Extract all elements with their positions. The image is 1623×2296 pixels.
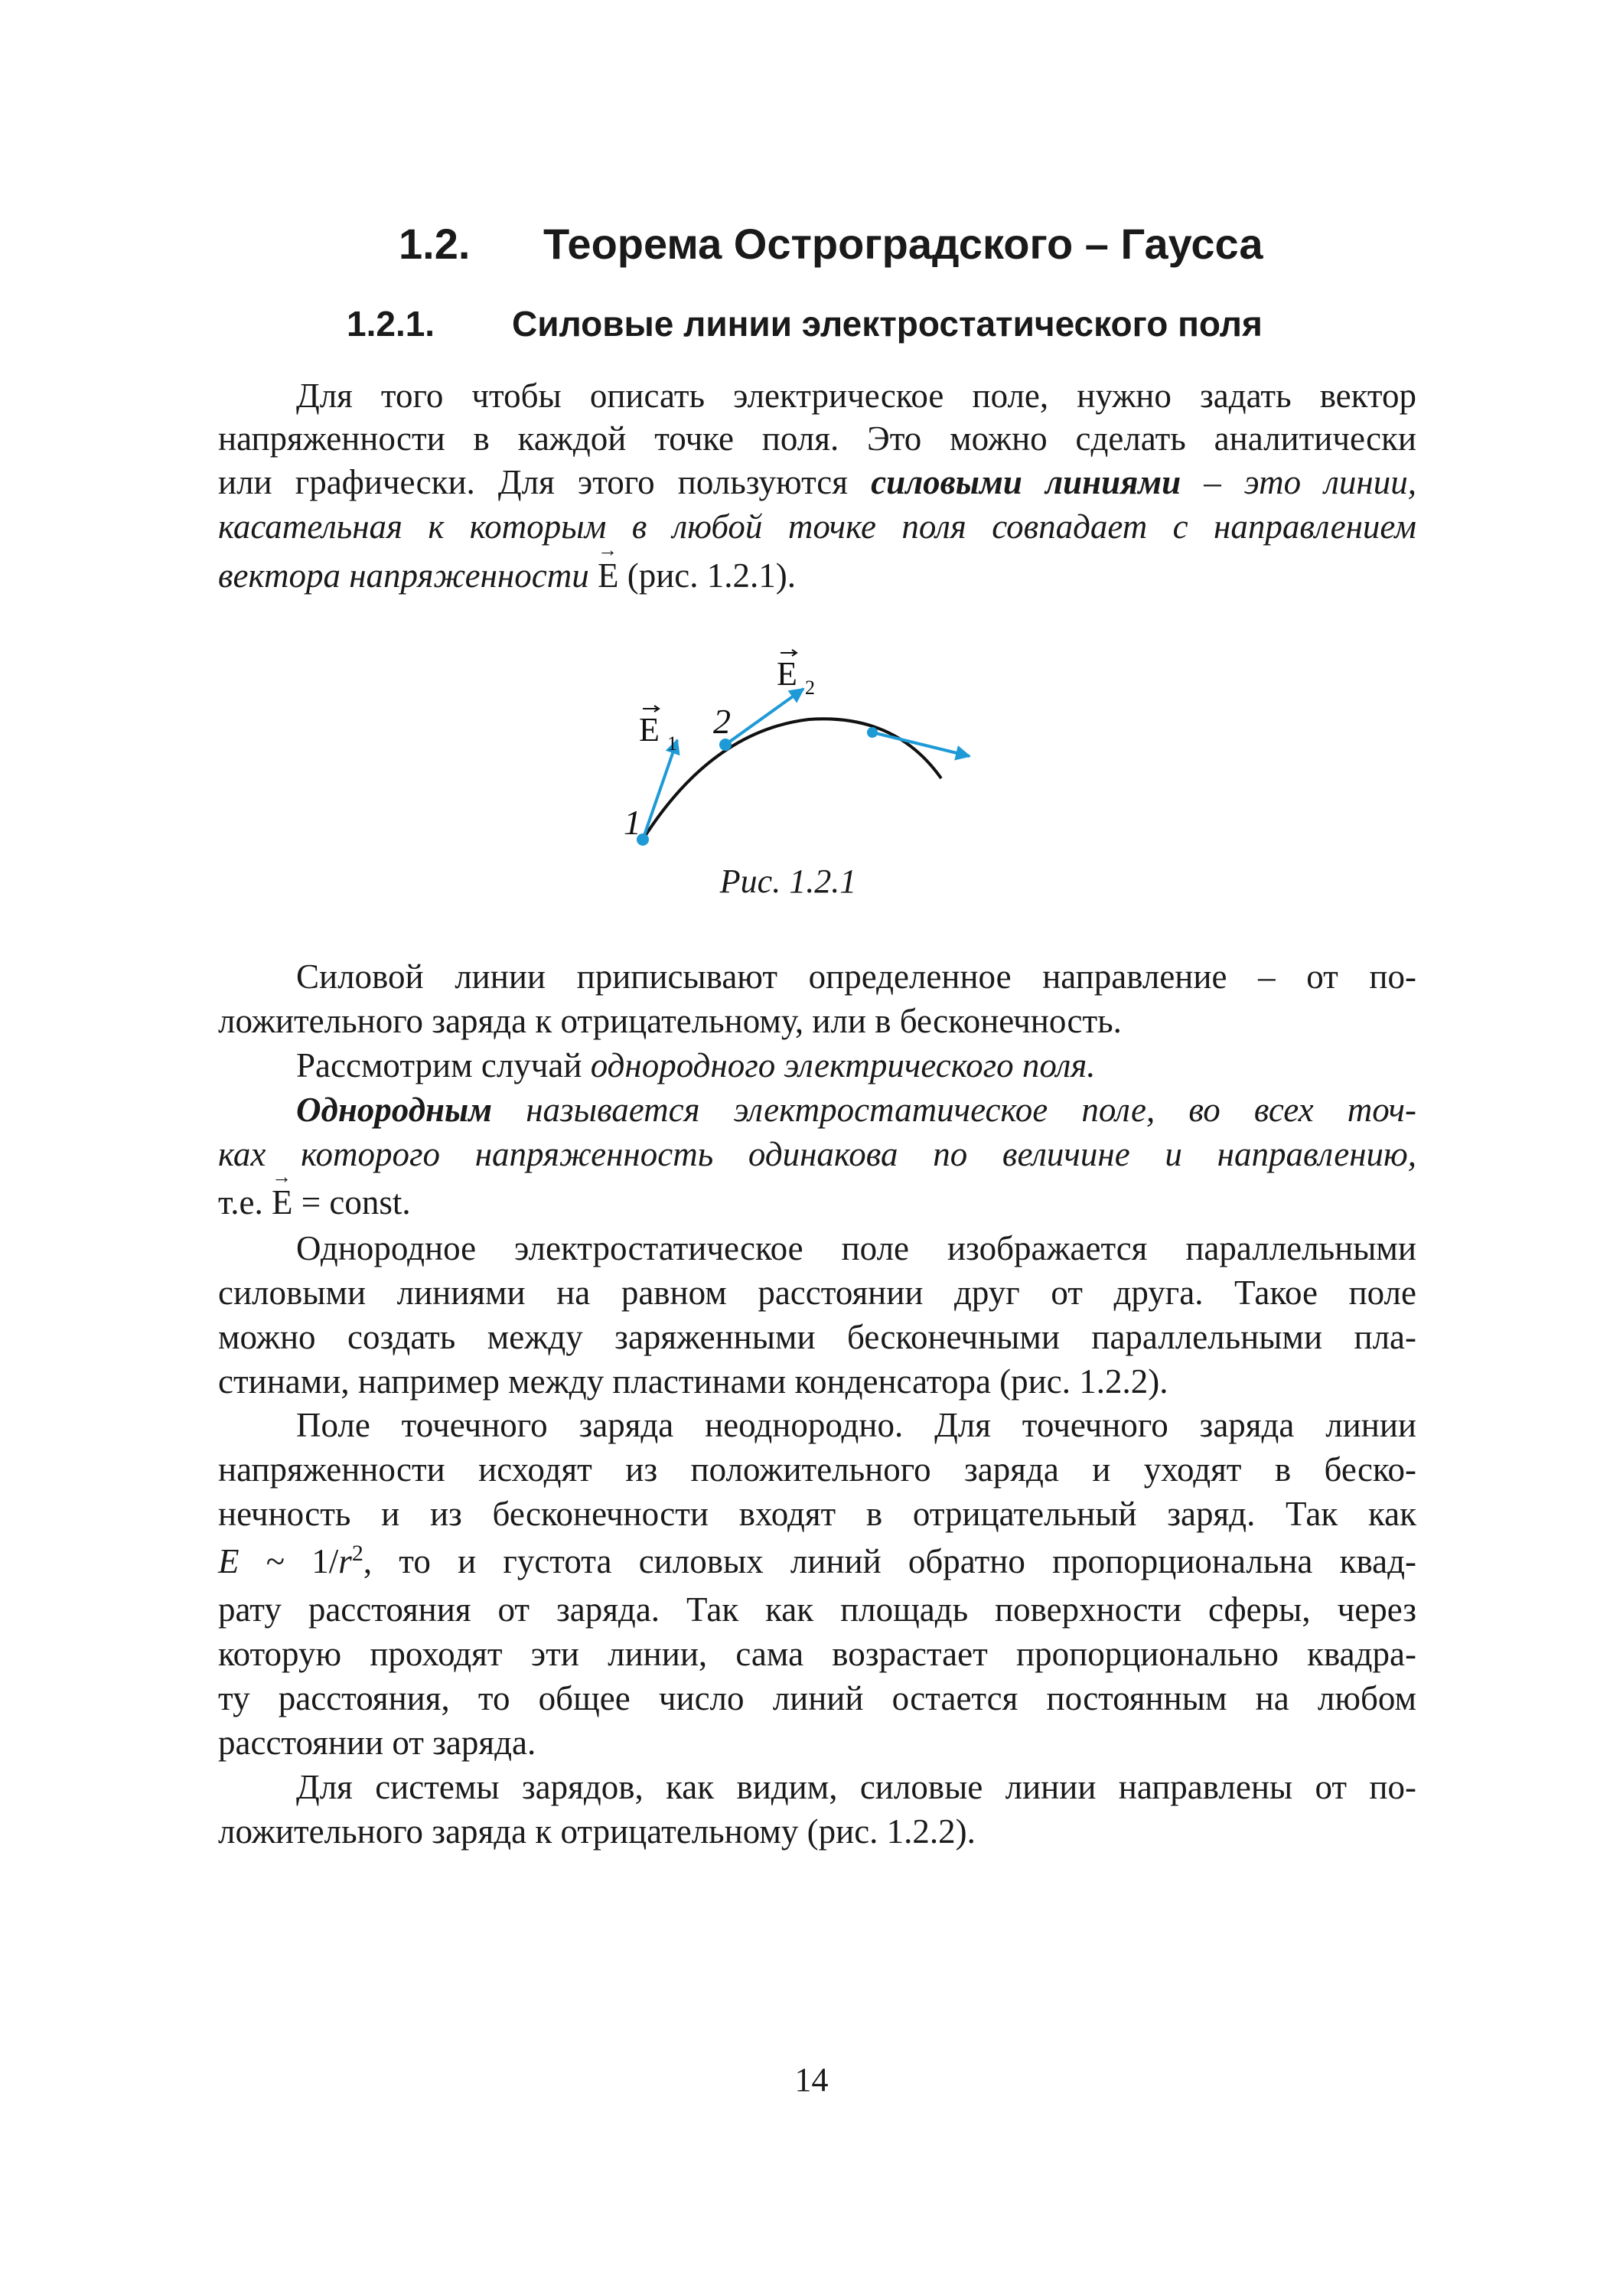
text-segment: расстоянии от заряда. [218, 1724, 536, 1762]
text-line [296, 957, 1416, 996]
text-segment: т.е. [218, 1183, 272, 1221]
text-line [296, 1045, 1416, 1085]
text-segment: ложительного заряда к отрицательному, или в бесконечность. [218, 1002, 1122, 1040]
text-line [218, 1273, 1416, 1313]
text-line [218, 1812, 1416, 1851]
label-point-2: 2 [713, 702, 731, 741]
text-segment: силовыми линиями на равном расстоянии друг от друга. Такое поле [218, 1274, 1416, 1312]
text-segment: ту расстояния, то общее число линий остается постоянным на любом [218, 1679, 1416, 1717]
text-segment: касательная к которым в любой точке поля совпадает с направлением [218, 507, 1416, 546]
page-number: 14 [794, 2061, 829, 2099]
text-segment: ложительного заряда к отрицательному (рис. 1.2.2). [218, 1812, 976, 1851]
text-segment: Поле точечного заряда неоднородно. Для точечного заряда линии [296, 1406, 1416, 1444]
text-segment: 2 [351, 1541, 363, 1566]
vector-symbol: → E [598, 556, 619, 595]
subsection-title: Силовые линии электростатического поля [512, 304, 1263, 344]
label-e1-sub: 1 [667, 732, 677, 755]
text-segment: однородного электрического поля. [590, 1046, 1096, 1084]
text-segment: которую проходят эти линии, сама возрастает пропорционально квадра- [218, 1635, 1416, 1673]
vector-symbol: → E [272, 1182, 293, 1222]
text-line [296, 1228, 1416, 1268]
text-line [218, 556, 1416, 595]
text-line [218, 1182, 1416, 1222]
vector-e2-arrow [725, 689, 803, 745]
text-segment: (рис. 1.2.1). [618, 556, 796, 595]
text-segment: или графически. Для этого пользуются [218, 463, 872, 501]
label-e2: E [777, 655, 797, 693]
text-line [218, 1590, 1416, 1629]
text-line [296, 1405, 1416, 1445]
vector-e3-arrow [872, 732, 970, 756]
label-e1: E [639, 711, 660, 748]
text-line [218, 1362, 1416, 1401]
text-line [218, 1134, 1416, 1174]
text-segment: Силовой линии приписывают определенное направление – от по- [296, 957, 1416, 996]
section-number: 1.2. [399, 220, 471, 268]
text-line [218, 1541, 1416, 1581]
vector-e1-arrow [643, 740, 677, 840]
text-line [218, 507, 1416, 546]
text-segment: стинами, например между пластинами конденсатора (рис. 1.2.2). [218, 1362, 1168, 1401]
text-segment: можно создать между заряженными бесконечными параллельными пла- [218, 1318, 1416, 1356]
text-line [218, 1723, 1416, 1763]
text-segment: Для системы зарядов, как видим, силовые линии направлены от по- [296, 1768, 1416, 1806]
text-line [218, 419, 1416, 458]
text-line [218, 1634, 1416, 1674]
label-point-1: 1 [624, 803, 641, 842]
subsection-number: 1.2.1. [347, 304, 435, 344]
figure-caption: Рис. 1.2.1 [719, 863, 857, 900]
text-segment: напряженности исходят из положительного заряда и уходят в беско- [218, 1450, 1416, 1489]
text-segment: ~ 1/ [239, 1542, 339, 1580]
point-3 [867, 727, 878, 738]
text-segment: Однородное электростатическое поле изображается параллельными [296, 1229, 1416, 1267]
text-segment: r [338, 1542, 352, 1580]
text-segment: Для того чтобы описать электрическое поле, нужно задать вектор [296, 377, 1416, 415]
text-segment: = const. [292, 1183, 411, 1221]
text-segment: , то и густота силовых линий обратно пропорциональна квад- [363, 1542, 1416, 1580]
text-line [218, 1317, 1416, 1357]
section-title: Теорема Остроградского – Гаусса [543, 220, 1263, 268]
text-line [296, 1767, 1416, 1807]
text-line [296, 1090, 1416, 1130]
figure-field-line [597, 628, 1041, 857]
label-e2-sub: 2 [805, 677, 815, 699]
text-line [218, 1001, 1416, 1041]
text-segment: Рассмотрим случай [296, 1046, 591, 1084]
text-line [218, 1450, 1416, 1489]
text-segment: силовыми линиями [871, 463, 1181, 501]
text-segment: – это линии, [1181, 463, 1416, 501]
text-segment: ках которого напряженность одинакова по величине и направлению, [218, 1135, 1416, 1173]
text-segment: E [218, 1542, 240, 1580]
text-line [218, 1494, 1416, 1534]
text-line [296, 376, 1416, 416]
text-segment: нечность и из бесконечности входят в отрицательный заряд. Так как [218, 1495, 1416, 1533]
text-line [218, 462, 1416, 502]
text-segment: называется электростатическое поле, во всех точ- [492, 1091, 1416, 1129]
text-segment: рату расстояния от заряда. Так как площадь поверхности сферы, через [218, 1590, 1416, 1629]
text-segment: Однородным [296, 1091, 493, 1129]
text-segment: напряженности в каждой точке поля. Это можно сделать аналитически [218, 419, 1416, 458]
text-segment: вектора напряженности [218, 556, 598, 595]
text-line [218, 1678, 1416, 1718]
